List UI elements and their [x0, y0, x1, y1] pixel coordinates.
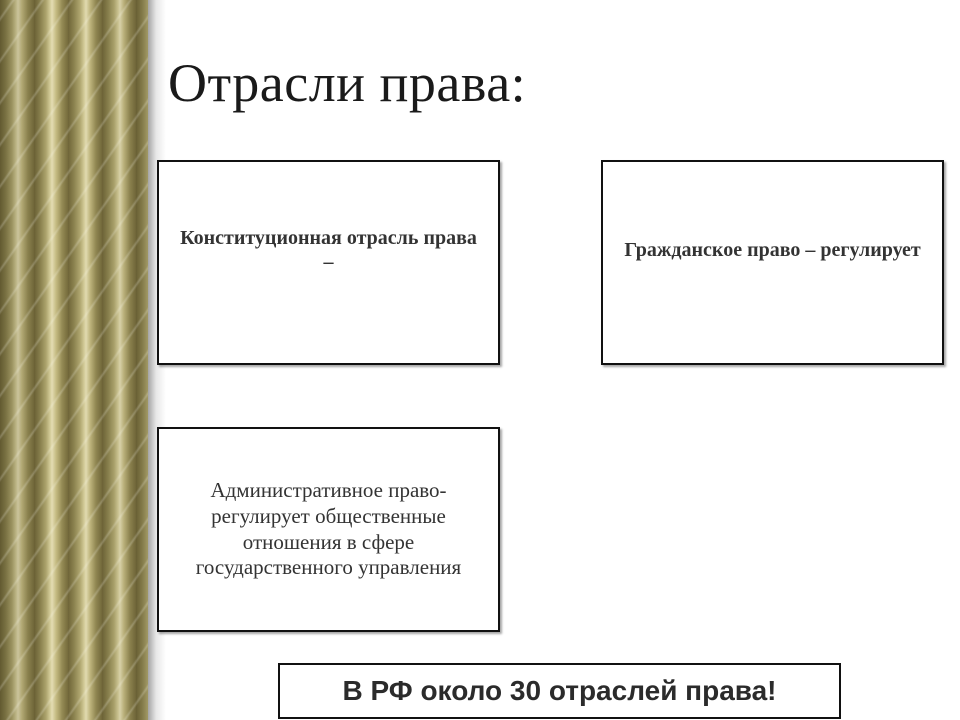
- administrative-law-box: [157, 427, 500, 632]
- administrative-law-text: Административное право- регулирует общественные отношения в сфере государственного управления: [195, 478, 462, 580]
- constitutional-law-box: [157, 160, 500, 365]
- branches-count-note: В РФ около 30 отраслей права!: [278, 663, 841, 719]
- slide-title: Отрасли права:: [168, 53, 527, 113]
- decorative-curtain: [0, 0, 148, 720]
- civil-law-text: Гражданское право – регулирует: [624, 238, 921, 261]
- civil-law-box: [601, 160, 944, 365]
- constitutional-law-text: Конституционная отрасль права –: [180, 226, 477, 273]
